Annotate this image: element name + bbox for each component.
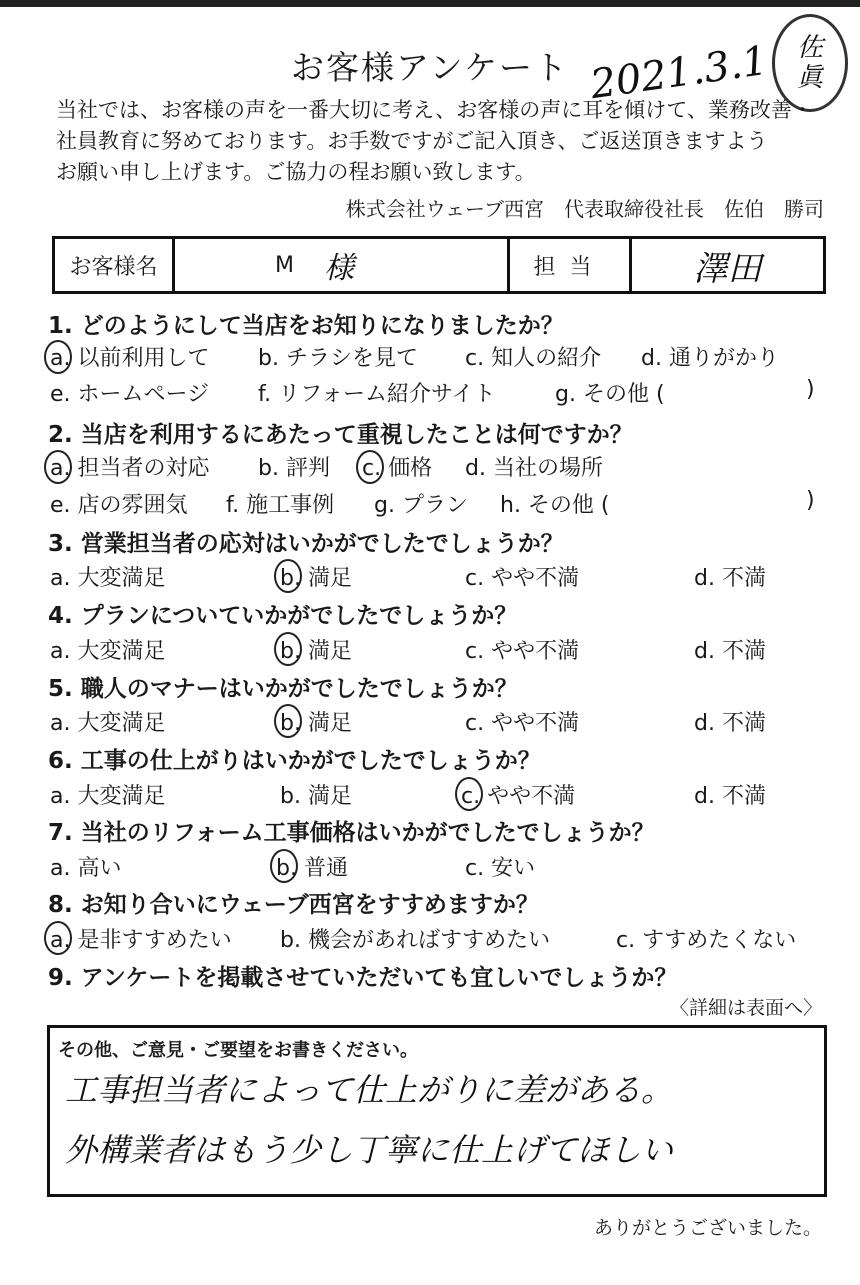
q8-option-c[interactable]: c. すすめたくない (616, 928, 797, 953)
q5-answer-circle (274, 704, 302, 738)
question-2: 2. 当店を利用するにあたって重視したことは何ですか？ (48, 422, 633, 448)
comment-line-1: 工事担当者によって仕上がりに差がある。 (65, 1071, 674, 1109)
q4-answer-circle (274, 632, 302, 666)
intro-line: 社員教育に努めております。お手数ですがご記入頂き、ご返送頂きますよう (56, 129, 768, 153)
question-5: 5. 職人のマナーはいかがでしたでしょうか？ (48, 676, 518, 702)
q5-option-d[interactable]: d. 不満 (694, 711, 766, 736)
q6-option-a[interactable]: a. 大変満足 (50, 784, 166, 809)
q3-option-a[interactable]: a. 大変満足 (50, 566, 166, 591)
q6-option-c[interactable]: c. やや不満 (461, 784, 576, 809)
question-1: 1. どのようにして当店をお知りになりましたか？ (48, 313, 564, 339)
customer-info-box (52, 236, 826, 294)
q6-answer-circle (455, 777, 483, 811)
q5-option-a[interactable]: a. 大変満足 (50, 711, 166, 736)
question-8: 8. お知り合いにウェーブ西宮をすすめますか？ (48, 892, 539, 918)
q1-answer-circle (44, 340, 72, 374)
q3-option-d[interactable]: d. 不満 (694, 566, 766, 591)
q2-option-f[interactable]: f. 施工事例 (226, 493, 335, 518)
q2-option-a[interactable]: a. 担当者の対応 (50, 456, 210, 481)
comment-label: その他、ご意見・ご要望をお書きください。 (58, 1040, 418, 1061)
q4-option-d[interactable]: d. 不満 (694, 639, 766, 664)
q1-option-a[interactable]: a. 以前利用して (50, 346, 210, 371)
q1-option-d[interactable]: d. 通りがかり (641, 346, 779, 371)
comment-line-2: 外構業者はもう少し丁寧に仕上げてほしい (65, 1131, 674, 1169)
q1-option-g-close: ) (806, 377, 815, 402)
page-title: お客様アンケート (290, 48, 570, 87)
handwritten-date: 2021.3.1 (587, 37, 771, 109)
q1-option-b[interactable]: b. チラシを見て (258, 346, 418, 371)
question-4: 4. プランについていかがでしたでしょうか？ (48, 603, 518, 629)
scan-edge (0, 0, 860, 7)
q8-option-a[interactable]: a. 是非すすめたい (50, 928, 232, 953)
thanks-text: ありがとうございました。 (593, 1217, 822, 1239)
customer-initial: M (275, 252, 294, 278)
q3-answer-circle (274, 559, 302, 593)
q2-option-g[interactable]: g. プラン (374, 493, 468, 518)
staff-label: 担当 (510, 239, 632, 291)
q8-answer-circle (44, 921, 72, 955)
q7-option-b[interactable]: b. 普通 (276, 856, 348, 881)
q1-option-g[interactable]: g. その他 ( (555, 382, 665, 407)
q5-option-b[interactable]: b. 満足 (280, 711, 352, 736)
q6-option-d[interactable]: d. 不満 (694, 784, 766, 809)
intro-line: 当社では、お客様の声を一番大切に考え、お客様の声に耳を傾けて、業務改善・ (56, 98, 813, 122)
q4-option-a[interactable]: a. 大変満足 (50, 639, 166, 664)
q8-option-b[interactable]: b. 機会があればすすめたい (280, 928, 551, 953)
question-7: 7. 当社のリフォーム工事価格はいかがでしたでしょうか？ (48, 820, 655, 846)
q5-option-c[interactable]: c. やや不満 (465, 711, 580, 736)
question-3: 3. 営業担当者の応対はいかがでしたでしょうか？ (48, 531, 564, 557)
q2-option-d[interactable]: d. 当社の場所 (465, 456, 603, 481)
q7-option-a[interactable]: a. 高い (50, 856, 122, 881)
intro-line: お願い申し上げます。ご協力の程お願い致します。 (56, 160, 536, 184)
customer-suffix: 様 (323, 251, 354, 286)
q4-option-b[interactable]: b. 満足 (280, 639, 352, 664)
staff-name: 澤田 (693, 248, 762, 289)
q6-option-b[interactable]: b. 満足 (280, 784, 352, 809)
q1-option-c[interactable]: c. 知人の紹介 (465, 346, 602, 371)
q1-option-f[interactable]: f. リフォーム紹介サイト (258, 382, 496, 407)
q1-option-e[interactable]: e. ホームページ (50, 382, 210, 407)
q2-option-b[interactable]: b. 評判 (258, 456, 330, 481)
q3-option-b[interactable]: b. 満足 (280, 566, 352, 591)
question-6: 6. 工事の仕上がりはいかがでしたでしょうか？ (48, 748, 541, 774)
company-signature: 株式会社ウェーブ西宮 代表取締役社長 佐伯 勝司 (345, 197, 824, 221)
q4-option-c[interactable]: c. やや不満 (465, 639, 580, 664)
seal-char-1: 佐 (796, 33, 823, 63)
q3-option-c[interactable]: c. やや不満 (465, 566, 580, 591)
q7-answer-circle (270, 849, 298, 883)
intro-text (56, 95, 846, 188)
q2-option-c[interactable]: c. 価格 (362, 456, 433, 481)
customer-label: お客様名 (55, 239, 175, 291)
q2-answer-circle-c (356, 450, 384, 484)
q2-answer-circle-a (44, 450, 72, 484)
customer-name-field (175, 239, 510, 291)
q2-option-h[interactable]: h. その他 ( (500, 493, 610, 518)
q7-option-c[interactable]: c. 安い (465, 856, 536, 881)
question-9: 9. アンケートを掲載させていただいても宜しいでしょうか？ (48, 965, 678, 991)
detail-note: 〈詳細は表面へ〉 (669, 997, 822, 1019)
seal-char-2: 眞 (796, 63, 823, 93)
q2-option-h-close: ) (806, 488, 815, 513)
q2-option-e[interactable]: e. 店の雰囲気 (50, 493, 188, 518)
